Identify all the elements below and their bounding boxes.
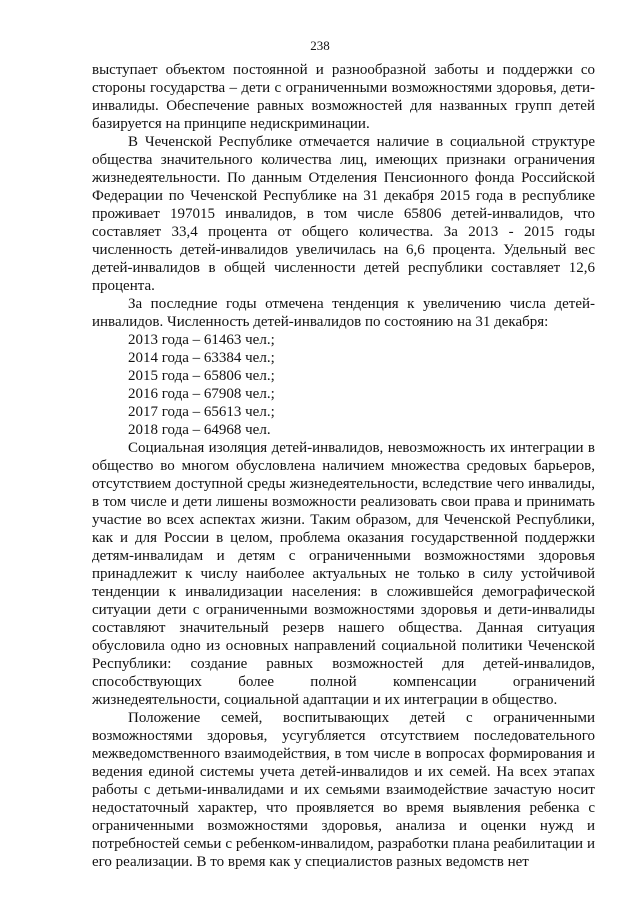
list-item: 2015 года – 65806 чел.; xyxy=(128,368,275,384)
statistics-list xyxy=(92,331,595,439)
document-body xyxy=(92,61,595,871)
paragraph-family-situation: Положение семей, воспитывающих детей с ограниченными возможностями здоровья, усугубляется отсутствием последовательного межведомственного взаимодействия, в том числе в вопросах формирования и ведения единой системы учета детей-инвалидов и их семей. На всех этапах работы с детьми-инвалидами и их семьями взаимодействие зачастую носит недостаточный характер, что проявляется во время выявления ребенка с ограниченными возможностями здоровья, анализа и оценки нужд и потребностей семьи с ребенком-инвалидом, разработки плана реабилитации и его реализации. В то время как у специалистов разных ведомств нет xyxy=(92,710,595,870)
list-item: 2014 года – 63384 чел.; xyxy=(128,350,275,366)
list-item: 2013 года – 61463 чел.; xyxy=(128,332,275,348)
paragraph-social-isolation: Социальная изоляция детей-инвалидов, невозможность их интеграции в общество во многом обусловлена наличием множества средовых барьеров, отсутствием доступной среды жизнедеятельности, вследствие чего инвалиды, в том числе и дети лишены возможности реализовать свои права и принимать участие во всех аспектах жизни. Таким образом, для Чеченской Республики, как и для России в целом, проблема оказания государственной поддержки детям-инвалидам и детям с ограниченными возможностями здоровья принадлежит к числу наиболее актуальных не только в силу устойчивой тенденции к инвалидизации населения: в сложившейся демографической ситуации дети с ограниченными возможностями здоровья и дети-инвалиды составляют значительный резерв нашего общества. Данная ситуация обусловила одно из основных направлений социальной политики Чеченской Республики: создание равных возможностей для детей-инвалидов, способствующих более полной компенсации ограничений жизнедеятельности, социальной адаптации и их интеграции в общество. xyxy=(92,440,595,708)
paragraph-trend: За последние годы отмечена тенденция к увеличению числа детей-инвалидов. Численность детей-инвалидов по состоянию на 31 декабря: xyxy=(92,296,595,330)
paragraph-chechen-republic: В Чеченской Республике отмечается наличие в социальной структуре общества значительного количества лиц, имеющих признаки ограничения жизнедеятельности. По данным Отделения Пенсионного фонда Российской Федерации по Чеченской Республике на 31 декабря 2015 года в республике проживает 197015 инвалидов, в том числе 65806 детей-инвалидов, что составляет 33,4 процента от общего количества. За 2013 - 2015 годы численность детей-инвалидов увеличилась на 6,6 процента. Удельный вес детей-инвалидов в общей численности детей республики составляет 12,6 процента. xyxy=(92,134,595,294)
list-item: 2018 года – 64968 чел. xyxy=(128,422,271,438)
list-item: 2017 года – 65613 чел.; xyxy=(128,404,275,420)
paragraph-continuation: выступает объектом постоянной и разнообразной заботы и поддержки со стороны государства – дети с ограниченными возможностями здоровья, дети-инвалиды. Обеспечение равных возможностей для названных групп детей базируется на принципе недискриминации. xyxy=(92,62,595,132)
page-number: 238 xyxy=(310,38,330,53)
list-item: 2016 года – 67908 чел.; xyxy=(128,386,275,402)
